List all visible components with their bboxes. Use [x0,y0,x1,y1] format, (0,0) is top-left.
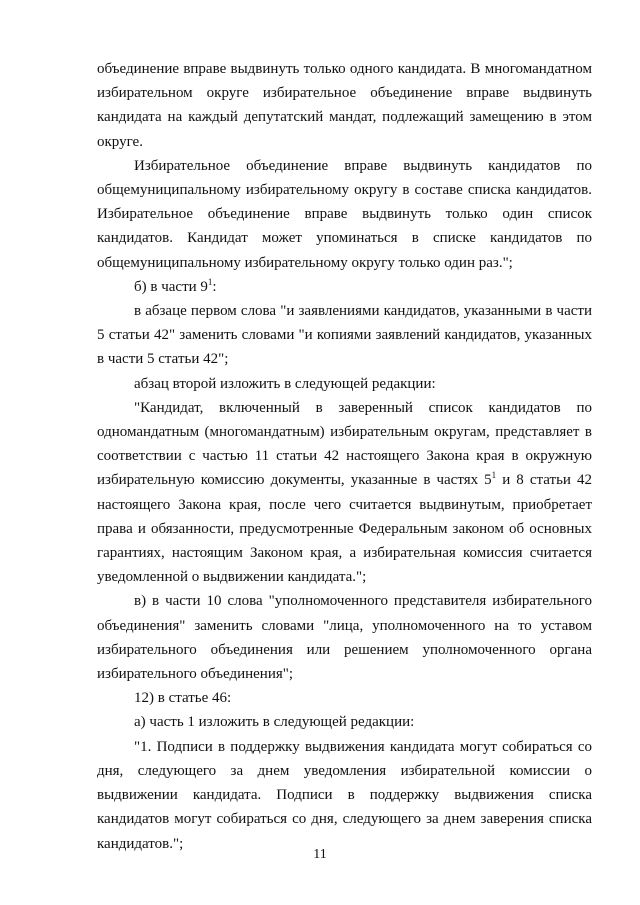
paragraph-10: "1. Подписи в поддержку выдвижения кандидата могут собираться со дня, следующего за днем уведомления избирательной комиссии о выдвижении кандидата. Подписи в поддержку выдвижения списка кандидатов могут собираться со дня, следующего за днем заверения списка кандидатов."; [97,738,592,852]
paragraph-3 [97,275,592,299]
paragraph-1: объединение вправе выдвинуть только одного кандидата. В многомандатном избирательном округе избирательное объединение вправе выдвинуть кандидата на каждый депутатский мандат, подлежащий замещению в этом округе. [97,61,592,150]
paragraph-4: в абзаце первом слова "и заявлениями кандидатов, указанными в части 5 статьи 42" заменить словами "и копиями заявлений кандидатов, указанных в части 5 статьи 42"; [97,303,592,368]
paragraph-6-text: "Кандидат, включенный в заверенный список кандидатов по одномандатным (многомандатным) избирательным округам, представляет в соответствии с частью 11 статьи 42 настоящего Закона края в окружную избирательную комиссию документы, указанные в частях 5 [97,399,592,489]
paragraph-5: абзац второй изложить в следующей редакции: [134,375,436,392]
paragraph-2: Избирательное объединение вправе выдвинуть кандидатов по общемуниципальному избирательному округу в составе списка кандидатов. Избирательное объединение вправе выдвинуть только один список кандидатов. Кандидат может упоминаться в списке кандидатов по общемуниципальному избирательному округу только один раз."; [97,157,592,271]
document-body [97,57,592,856]
paragraph-6 [97,396,592,590]
superscript-one: 1 [491,470,497,481]
paragraph-8: 12) в статье 46: [134,690,232,707]
paragraph-3-text: б) в части 9 [134,278,208,295]
paragraph-3-text-end: : [212,278,217,295]
paragraph-9: а) часть 1 изложить в следующей редакции: [134,714,415,731]
paragraph-6-text-end: и 8 статьи 42 настоящего Закона края, после чего считается выдвинутым, приобретает права и обязанности, предусмотренные Федеральным законом об основных гарантиях, настоящим Законом края, а избирательная комиссия считается уведомленной о выдвижении кандидата."; [97,472,592,586]
paragraph-7: в) в части 10 слова "уполномоченного представителя избирательного объединения" заменить словами "лица, уполномоченного на то уставом избирательного объединения или решением уполномоченного органа избирательного объединения"; [97,593,592,683]
superscript-one: 1 [207,276,213,287]
page-number: 11 [313,847,327,862]
